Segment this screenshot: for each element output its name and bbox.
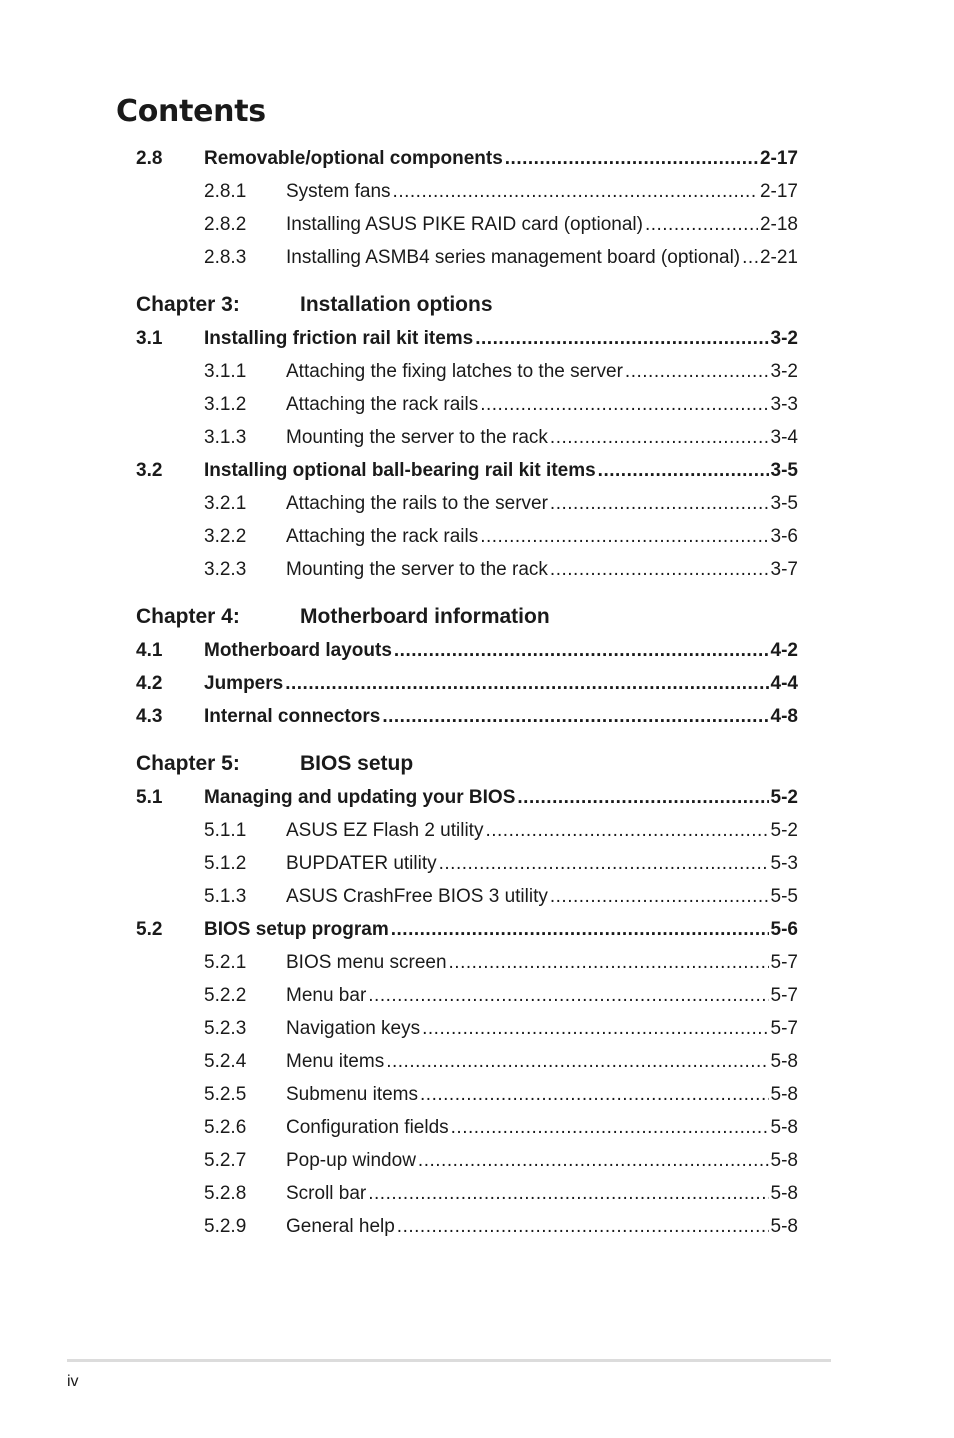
- chapter-heading: [136, 600, 798, 634]
- table-of-contents: [136, 142, 798, 1243]
- toc-subsection-entry[interactable]: [136, 1078, 798, 1111]
- dot-leader: [550, 880, 769, 913]
- dot-leader: [285, 667, 768, 700]
- entry-title: Menu bar: [286, 985, 367, 1006]
- entry-title: Installing ASMB4 series management board (optional): [286, 247, 741, 268]
- dot-leader: [386, 1045, 768, 1078]
- page-title: Contents: [116, 94, 266, 129]
- entry-number: 4.2: [136, 673, 163, 694]
- toc-subsection-entry[interactable]: [136, 487, 798, 520]
- entry-number: 3.2.1: [204, 493, 247, 514]
- entry-page-number: 5-8: [770, 1051, 798, 1072]
- entry-page-number: 3-4: [770, 427, 798, 448]
- entry-number: 5.2.2: [204, 985, 247, 1006]
- entry-title: General help: [286, 1216, 395, 1237]
- entry-title: Attaching the fixing latches to the server: [286, 361, 623, 382]
- dot-leader: [480, 520, 768, 553]
- entry-page-number: 4-8: [770, 706, 798, 727]
- toc-subsection-entry[interactable]: [136, 979, 798, 1012]
- entry-number: 5.2.5: [204, 1084, 247, 1105]
- toc-subsection-entry[interactable]: [136, 241, 798, 274]
- entry-title: Attaching the rails to the server: [286, 493, 548, 514]
- toc-subsection-entry[interactable]: [136, 175, 798, 208]
- chapter-heading: [136, 288, 798, 322]
- dot-leader: [368, 1177, 768, 1210]
- toc-subsection-entry[interactable]: [136, 208, 798, 241]
- entry-number: 5.1.2: [204, 853, 247, 874]
- dot-leader: [485, 814, 768, 847]
- toc-subsection-entry[interactable]: [136, 1144, 798, 1177]
- entry-page-number: 3-5: [770, 493, 798, 514]
- entry-number: 3.2: [136, 460, 163, 481]
- entry-page-number: 2-17: [759, 148, 798, 169]
- entry-page-number: 4-4: [770, 673, 798, 694]
- toc-subsection-entry[interactable]: [136, 814, 798, 847]
- entry-title: Removable/optional components: [204, 148, 503, 169]
- entry-page-number: 5-2: [770, 820, 798, 841]
- entry-title: BIOS menu screen: [286, 952, 447, 973]
- entry-title: Internal connectors: [204, 706, 381, 727]
- dot-leader: [451, 1111, 769, 1144]
- toc-subsection-entry[interactable]: [136, 421, 798, 454]
- dot-leader: [517, 781, 768, 814]
- dot-leader: [382, 700, 768, 733]
- entry-page-number: 5-8: [770, 1117, 798, 1138]
- entry-title: Installing friction rail kit items: [204, 328, 474, 349]
- entry-number: 4.3: [136, 706, 163, 727]
- entry-number: 3.2.2: [204, 526, 247, 547]
- chapter-title: Installation options: [300, 293, 493, 316]
- toc-subsection-entry[interactable]: [136, 1012, 798, 1045]
- toc-subsection-entry[interactable]: [136, 388, 798, 421]
- chapter-label: Chapter 3:: [136, 293, 240, 316]
- entry-page-number: 3-5: [770, 460, 798, 481]
- chapter-label: Chapter 4:: [136, 605, 240, 628]
- chapter-title: BIOS setup: [300, 752, 414, 775]
- entry-title: Installing ASUS PIKE RAID card (optional): [286, 214, 643, 235]
- dot-leader: [742, 241, 758, 274]
- dot-leader: [598, 454, 769, 487]
- entry-number: 5.1.3: [204, 886, 247, 907]
- toc-section-entry[interactable]: [136, 454, 798, 487]
- entry-number: 3.1.1: [204, 361, 247, 382]
- entry-page-number: 4-2: [770, 640, 798, 661]
- toc-subsection-entry[interactable]: [136, 880, 798, 913]
- entry-page-number: 5-2: [770, 787, 798, 808]
- entry-title: Motherboard layouts: [204, 640, 392, 661]
- entry-page-number: 5-8: [770, 1183, 798, 1204]
- entry-title: Jumpers: [204, 673, 284, 694]
- entry-number: 5.2.7: [204, 1150, 247, 1171]
- dot-leader: [480, 388, 768, 421]
- dot-leader: [422, 1012, 768, 1045]
- entry-number: 3.2.3: [204, 559, 247, 580]
- entry-title: Mounting the server to the rack: [286, 559, 548, 580]
- entry-number: 5.2.3: [204, 1018, 247, 1039]
- entry-page-number: 5-3: [770, 853, 798, 874]
- dot-leader: [397, 1210, 769, 1243]
- entry-page-number: 5-7: [770, 985, 798, 1006]
- entry-title: Managing and updating your BIOS: [204, 787, 516, 808]
- toc-subsection-entry[interactable]: [136, 1045, 798, 1078]
- entry-title: System fans: [286, 181, 391, 202]
- chapter-label: Chapter 5:: [136, 752, 240, 775]
- entry-number: 5.2: [136, 919, 163, 940]
- entry-number: 5.1.1: [204, 820, 247, 841]
- dot-leader: [625, 355, 769, 388]
- entry-number: 3.1.2: [204, 394, 247, 415]
- entry-page-number: 3-3: [770, 394, 798, 415]
- entry-page-number: 5-5: [770, 886, 798, 907]
- entry-page-number: 3-7: [770, 559, 798, 580]
- entry-page-number: 3-6: [770, 526, 798, 547]
- toc-subsection-entry[interactable]: [136, 1111, 798, 1144]
- entry-title: BIOS setup program: [204, 919, 389, 940]
- dot-leader: [418, 1144, 769, 1177]
- entry-page-number: 5-6: [770, 919, 798, 940]
- toc-section-entry[interactable]: [136, 142, 798, 175]
- entry-title: BUPDATER utility: [286, 853, 437, 874]
- entry-title: ASUS EZ Flash 2 utility: [286, 820, 484, 841]
- toc-subsection-entry[interactable]: [136, 1177, 798, 1210]
- dot-leader: [475, 322, 768, 355]
- entry-number: 5.2.4: [204, 1051, 247, 1072]
- entry-number: 3.1.3: [204, 427, 247, 448]
- entry-title: Pop-up window: [286, 1150, 416, 1171]
- entry-title: ASUS CrashFree BIOS 3 utility: [286, 886, 548, 907]
- entry-number: 5.2.6: [204, 1117, 247, 1138]
- entry-title: Attaching the rack rails: [286, 526, 479, 547]
- entry-page-number: 5-8: [770, 1216, 798, 1237]
- entry-number: 2.8.1: [204, 181, 247, 202]
- toc-subsection-entry[interactable]: [136, 553, 798, 586]
- dot-leader: [439, 847, 769, 880]
- entry-title: Navigation keys: [286, 1018, 421, 1039]
- entry-title: Submenu items: [286, 1084, 419, 1105]
- dot-leader: [505, 142, 758, 175]
- toc-subsection-entry[interactable]: [136, 355, 798, 388]
- dot-leader: [645, 208, 758, 241]
- dot-leader: [550, 487, 769, 520]
- entry-title: Configuration fields: [286, 1117, 449, 1138]
- entry-page-number: 5-7: [770, 1018, 798, 1039]
- dot-leader: [550, 421, 769, 454]
- entry-number: 2.8: [136, 148, 163, 169]
- entry-page-number: 2-21: [759, 247, 798, 268]
- footer-divider: [67, 1359, 831, 1362]
- toc-section-entry[interactable]: [136, 700, 798, 733]
- entry-page-number: 5-8: [770, 1150, 798, 1171]
- toc-section-entry[interactable]: [136, 781, 798, 814]
- entry-title: Scroll bar: [286, 1183, 367, 1204]
- entry-number: 5.2.9: [204, 1216, 247, 1237]
- entry-title: Installing optional ball-bearing rail kit items: [204, 460, 596, 481]
- toc-section-entry[interactable]: [136, 913, 798, 946]
- toc-subsection-entry[interactable]: [136, 1210, 798, 1243]
- toc-subsection-entry[interactable]: [136, 847, 798, 880]
- entry-title: Menu items: [286, 1051, 385, 1072]
- entry-number: 5.2.8: [204, 1183, 247, 1204]
- entry-number: 5.1: [136, 787, 163, 808]
- entry-number: 3.1: [136, 328, 163, 349]
- entry-page-number: 5-8: [770, 1084, 798, 1105]
- toc-subsection-entry[interactable]: [136, 946, 798, 979]
- entry-page-number: 2-17: [759, 181, 798, 202]
- entry-number: 2.8.2: [204, 214, 247, 235]
- dot-leader: [394, 634, 769, 667]
- chapter-heading: [136, 747, 798, 781]
- dot-leader: [420, 1078, 769, 1111]
- page-number: iv: [67, 1373, 79, 1390]
- entry-page-number: 3-2: [770, 361, 798, 382]
- entry-page-number: 3-2: [770, 328, 798, 349]
- chapter-title: Motherboard information: [300, 605, 550, 628]
- dot-leader: [449, 946, 769, 979]
- dot-leader: [393, 175, 758, 208]
- dot-leader: [391, 913, 769, 946]
- entry-number: 4.1: [136, 640, 163, 661]
- entry-page-number: 2-18: [759, 214, 798, 235]
- entry-title: Mounting the server to the rack: [286, 427, 548, 448]
- toc-section-entry[interactable]: [136, 667, 798, 700]
- toc-section-entry[interactable]: [136, 634, 798, 667]
- entry-title: Attaching the rack rails: [286, 394, 479, 415]
- dot-leader: [368, 979, 768, 1012]
- entry-number: 2.8.3: [204, 247, 247, 268]
- toc-subsection-entry[interactable]: [136, 520, 798, 553]
- entry-number: 5.2.1: [204, 952, 247, 973]
- toc-section-entry[interactable]: [136, 322, 798, 355]
- entry-page-number: 5-7: [770, 952, 798, 973]
- dot-leader: [550, 553, 769, 586]
